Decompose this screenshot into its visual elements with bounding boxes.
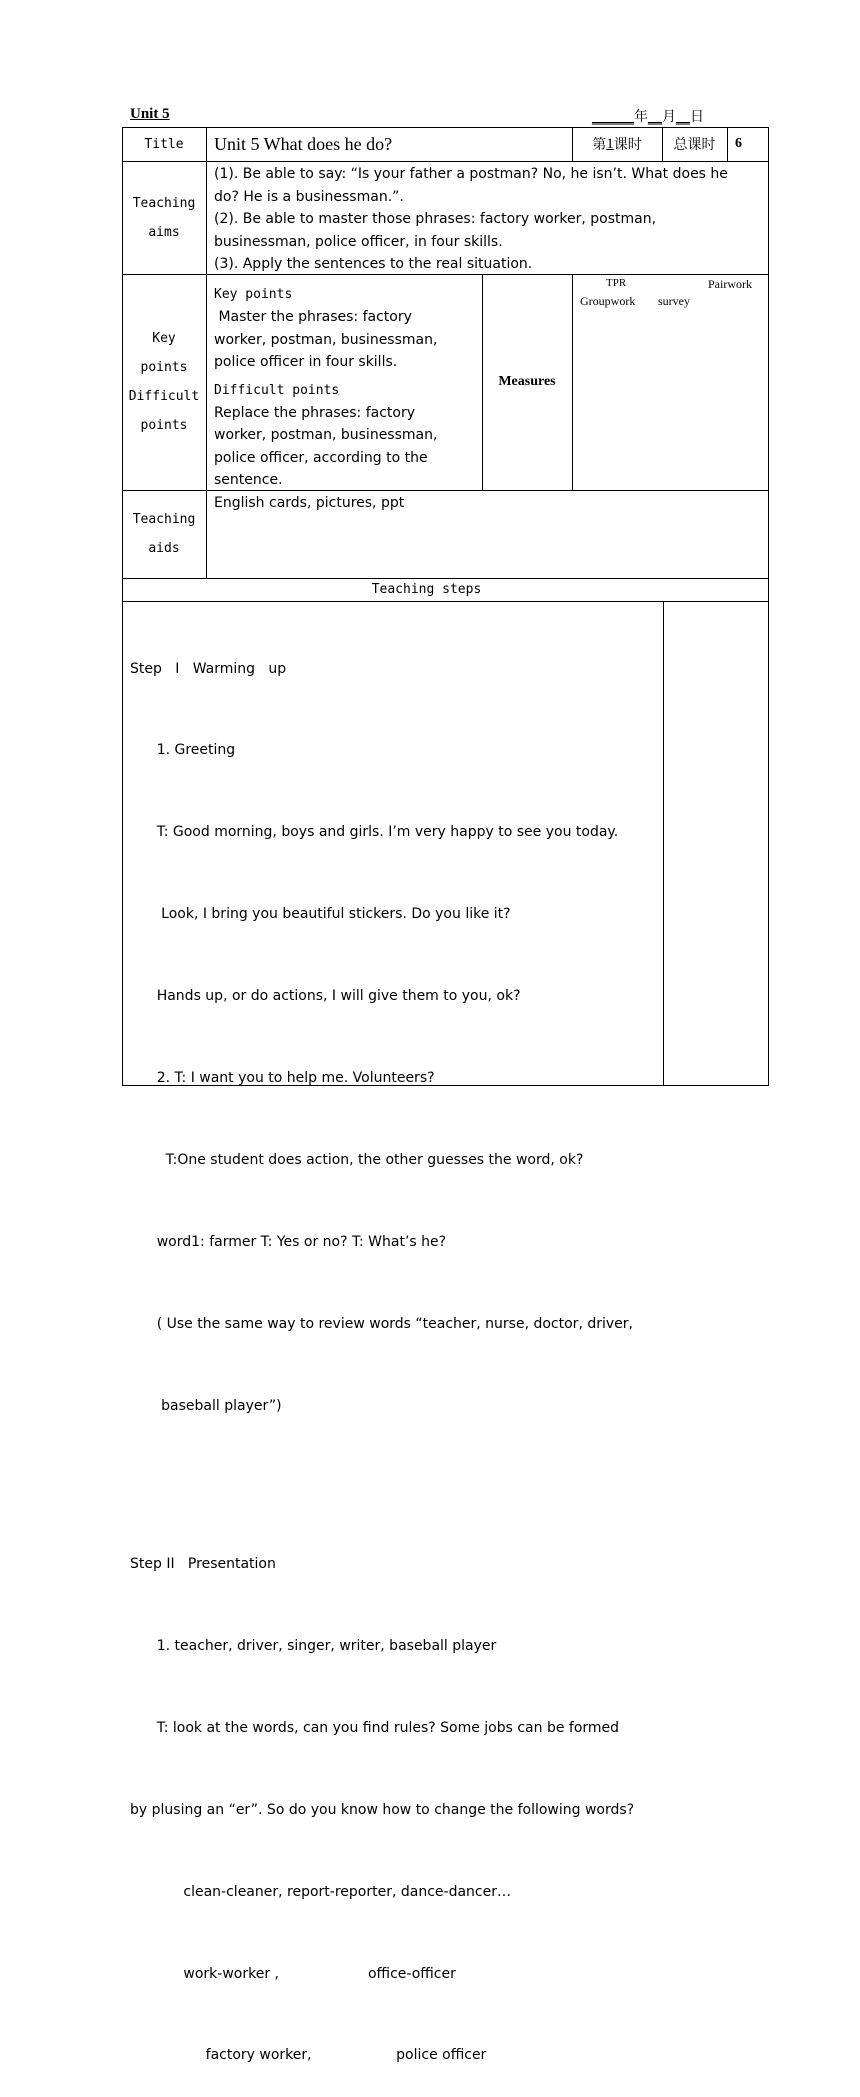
title-label: Title: [144, 136, 184, 152]
steps-line: baseball player”): [130, 1397, 282, 1414]
aims-line: businessman, police officer, in four skills.: [214, 233, 503, 250]
difficult-points-line: police officer, according to the: [214, 449, 428, 466]
difficult-points-line: sentence.: [214, 472, 283, 488]
lesson-number: [572, 127, 662, 161]
key-label-line: Difficult: [128, 389, 200, 404]
aims-label: [122, 161, 206, 274]
difficult-points-line: worker, postman, businessman,: [214, 427, 438, 443]
aids-label-line1: Teaching: [132, 512, 196, 527]
date-day-blank: __: [676, 109, 690, 125]
steps-header: Teaching steps: [371, 582, 482, 597]
steps-line: Step I Warming up: [130, 660, 287, 677]
aims-label-line1: Teaching: [132, 195, 196, 211]
steps-line: 1. Greeting: [130, 742, 236, 759]
aims-line: (2). Be able to master those phrases: factory worker, postman,: [214, 211, 657, 227]
key-points-heading: Key points: [214, 287, 293, 302]
steps-line: word1: farmer T: Yes or no? T: What’s he?: [130, 1233, 447, 1250]
difficult-points-heading: Difficult points: [214, 382, 340, 398]
date-year-blank: ______: [592, 109, 634, 125]
lesson-num: 1: [606, 135, 614, 152]
key-points-content: [214, 284, 480, 492]
measures-label: Measures: [498, 374, 556, 389]
key-points-line: police officer in four skills.: [214, 354, 398, 370]
steps-line: Look, I bring you beautiful stickers. Do you like it?: [130, 906, 511, 923]
total-lessons-label: 总课时: [673, 137, 716, 153]
day-label: 日: [690, 109, 704, 125]
lesson-title: Unit 5 What does he do?: [214, 134, 393, 154]
aims-line: (1). Be able to say: “Is your father a postman? No, he isn’t. What does he: [214, 166, 728, 182]
key-points-line: worker, postman, businessman,: [214, 331, 438, 348]
steps-line: 2. T: I want you to help me. Volunteers?: [130, 1070, 435, 1087]
steps-line: work-worker , office-officer: [130, 1965, 456, 1982]
key-points-line: Master the phrases: factory: [214, 309, 412, 325]
steps-line: [130, 1475, 662, 1497]
month-label: 月: [662, 109, 676, 125]
steps-line: Step II Presentation: [130, 1556, 276, 1573]
steps-line: Hands up, or do actions, I will give them to you, ok?: [130, 988, 521, 1005]
steps-line: 1. teacher, driver, singer, writer, baseball player: [130, 1637, 497, 1654]
steps-line: ( Use the same way to review words “teacher, nurse, doctor, driver,: [130, 1315, 633, 1332]
key-label-line: points: [140, 360, 188, 375]
aids-label: [122, 490, 206, 578]
key-label-line: points: [140, 418, 188, 433]
measures-tpr: TPR: [606, 277, 627, 289]
date-month-blank: __: [648, 109, 662, 125]
steps-line: clean-cleaner, report-reporter, dance-dancer…: [130, 1883, 511, 1900]
steps-line: T:One student does action, the other guesses the word, ok?: [130, 1151, 584, 1168]
steps-line: T: Good morning, boys and girls. I’m very happy to see you today.: [130, 824, 619, 841]
total-lessons-value: 6: [735, 136, 742, 151]
measures-survey: survey: [658, 294, 690, 308]
steps-line: T: look at the words, can you find rules? Some jobs can be formed: [130, 1719, 620, 1736]
unit-header: Unit 5: [130, 106, 170, 122]
aims-line: (3). Apply the sentences to the real situation.: [214, 256, 533, 272]
measures-pairwork: Pairwork: [708, 277, 752, 291]
year-label: 年: [634, 109, 648, 125]
key-points-label: [122, 274, 206, 490]
lesson-prefix: 第: [592, 137, 607, 153]
aids-content: English cards, pictures, ppt: [214, 495, 405, 511]
aims-label-line2: aims: [148, 224, 180, 240]
lesson-suffix: 课时: [613, 137, 642, 153]
difficult-points-line: Replace the phrases: factory: [214, 404, 416, 421]
steps-line: by plusing an “er”. So do you know how to change the following words?: [130, 1801, 635, 1818]
steps-line: factory worker, police officer: [130, 2047, 487, 2064]
aids-label-line2: aids: [148, 541, 180, 556]
key-label-line: Key: [152, 331, 176, 346]
date-field: [592, 106, 704, 126]
measures-groupwork: Groupwork: [580, 294, 636, 308]
steps-content: [130, 601, 662, 2097]
aims-line: do? He is a businessman.”.: [214, 188, 404, 205]
aims-content: [214, 163, 766, 276]
